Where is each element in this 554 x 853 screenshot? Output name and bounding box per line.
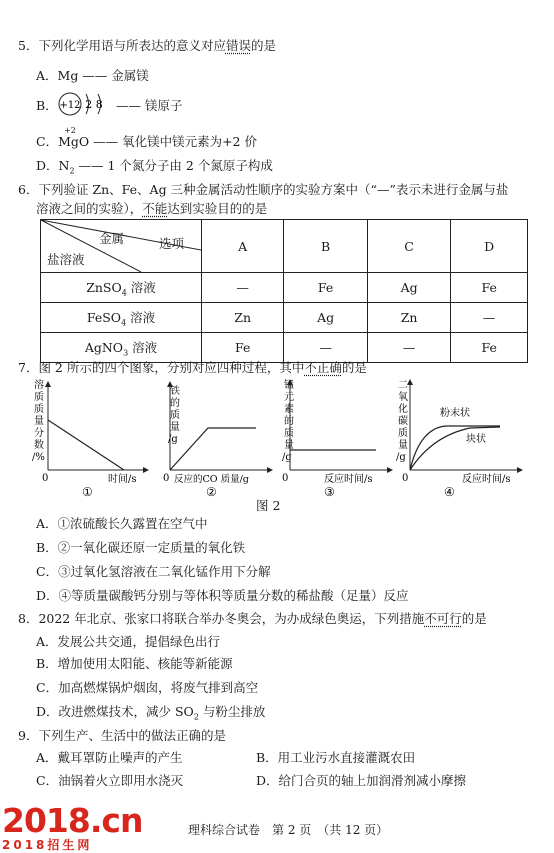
q6-header-solution: 盐溶液 [47,252,85,267]
g3-origin: 0 [282,473,289,484]
page-footer: 理科综合试卷 第 2 页 （共 12 页） [188,823,389,837]
graph-3 [280,378,396,500]
q6-stem-line2: 溶液之间的实验），不能达到实验目的的是 [36,201,268,216]
g1-ylabel-char: 溶 [34,380,44,391]
q6-cell: Ag [284,303,368,333]
watermark-line2: 2018招生网 [2,838,93,852]
g1-xlabel: 时间/s [108,474,137,485]
q6-cell: Zn [202,303,284,333]
g1-line [48,420,124,470]
g4-curve-lump [410,427,500,470]
q8-option-b: B．增加使用太阳能、核能等新能源 [36,656,233,671]
q9-option-d: D．给门合页的轴上加润滑剂减小摩擦 [256,773,467,788]
q7-option-c: C．③过氧化氢溶液在二氧化锰作用下分解 [36,564,271,579]
q6-cell: Zn [367,303,451,333]
q6-header-option: 选项 [159,236,185,251]
q6-col-c: C [367,220,451,273]
graph-2 [160,378,278,500]
g2-line [170,428,256,470]
q8-stem: 8．2022 年北京、张家口将联合举办冬奥会，为办成绿色奥运，下列措施不可行的是 [18,611,487,626]
q5-option-a: A．Mg —— 金属镁 [36,68,149,83]
q6-row-znso4 [41,273,528,303]
g4-num: ④ [444,485,455,499]
q7-option-d: D．④等质量碳酸钙分别与等体积等质量分数的稀盐酸（足量）反应 [36,588,409,603]
q5-c-valence: +2 [64,126,76,135]
q9-option-a: A．戴耳罩防止噪声的产生 [36,750,183,765]
q6-cell: — [367,333,451,363]
g1-num: ① [82,485,93,499]
q6-row-label: AgNO$_3$ 溶液 [41,333,202,363]
watermark-line1: 2018.cn [2,801,143,840]
q5-option-b-text: —— 镁原子 [116,98,183,113]
g1-ylabel-char: 数 [34,440,44,451]
atom-shells-label: 2 8 [85,98,103,111]
atom-structure-diagram [56,88,116,120]
graph-1 [28,378,154,500]
q6-cell: — [284,333,368,363]
q6-cell: Fe [202,333,284,363]
q7-stem: 7．图 2 所示的四个图象，分别对应四种过程，其中不正确的是 [18,360,367,375]
g4-origin: 0 [402,473,409,484]
q5-option-d: D．$N_2$ —— 1 个氮分子由 2 个氮原子构成 [36,158,273,176]
g1-ylabel-char: 质 [34,404,44,415]
atom-nucleus-label: +12 [59,100,81,111]
g2-xlabel: 反应的CO 质量/g [174,474,249,485]
svg-text:溶 质 质 量 分 [32,378,47,463]
q6-row-feso4 [41,303,528,333]
g2-num: ② [206,485,217,499]
q7-option-b: B．②一氧化碳还原一定质量的氧化铁 [36,540,246,555]
q9-stem: 9．下列生产、生活中的做法正确的是 [18,728,226,743]
g1-ylabel-char: 分 [34,428,44,439]
g4-label-lump: 块状 [466,434,486,445]
q6-cell: Fe [451,333,528,363]
q6-cell: — [202,273,284,303]
g3-num: ③ [324,485,335,499]
g1-ylabel-char: 质 [34,392,44,403]
svg-text:二 氧 化 碳 质: 二 氧 化 碳 质 量 /g [396,380,408,463]
q6-header-diagonal-cell [41,220,202,273]
q6-header-metal: 金属 [99,231,125,246]
q6-cell: — [451,303,528,333]
q5-option-c: C． +2 MgO —— 氧化镁中镁元素为+2 价 [36,134,257,150]
q6-col-a: A [202,220,284,273]
g1-ylabel-char: /% [32,452,45,463]
q6-cell: Fe [284,273,368,303]
q9-option-c: C．油锅着火立即用水浇灭 [36,773,184,788]
g4-label-powder: 粉末状 [440,408,470,419]
g1-origin: 0 [42,473,49,484]
q6-col-d: D [451,220,528,273]
q6-row-label: FeSO$_4$ 溶液 [41,303,202,333]
svg-text:锰 元 素 的 质: 锰 元 素 的 质 量 /g [282,380,294,463]
watermark-logo [2,801,143,853]
q8-option-d: D．改进燃煤技术，减少 $SO_2$ 与粉尘排放 [36,704,266,722]
g3-xlabel: 反应时间/s [324,474,373,485]
q6-cell: Fe [451,273,528,303]
q5-option-b: B． [36,98,58,113]
fig-caption: 图 2 [256,498,281,513]
q6-cell: Ag [367,273,451,303]
graph-4 [396,378,526,500]
svg-text:铁 的 质 量 /g: 铁 的 质 量 /g [168,386,180,445]
q5-stem: 5．下列化学用语与所表达的意义对应错误的是 [18,38,276,53]
q8-option-c: C．加高燃煤锅炉烟囱，将废气排到高空 [36,680,259,695]
g4-xlabel: 反应时间/s [462,474,511,485]
q8-option-a: A．发展公共交通，提倡绿色出行 [36,634,221,649]
q7-option-a: A．①浓硫酸长久露置在空气中 [36,516,208,531]
q9-option-b: B．用工业污水直接灌溉农田 [256,750,416,765]
q6-row-label: ZnSO$_4$ 溶液 [41,273,202,303]
q6-table [40,219,528,363]
g2-origin: 0 [163,473,170,484]
q6-col-b: B [284,220,368,273]
q6-row-agno3 [41,333,528,363]
q6-stem-line1: 6．下列验证 Zn、Fe、Ag 三种金属活动性顺序的实验方案中（“—”表示未进行金属与盐 [18,182,509,197]
g1-ylabel-char: 量 [34,416,44,427]
